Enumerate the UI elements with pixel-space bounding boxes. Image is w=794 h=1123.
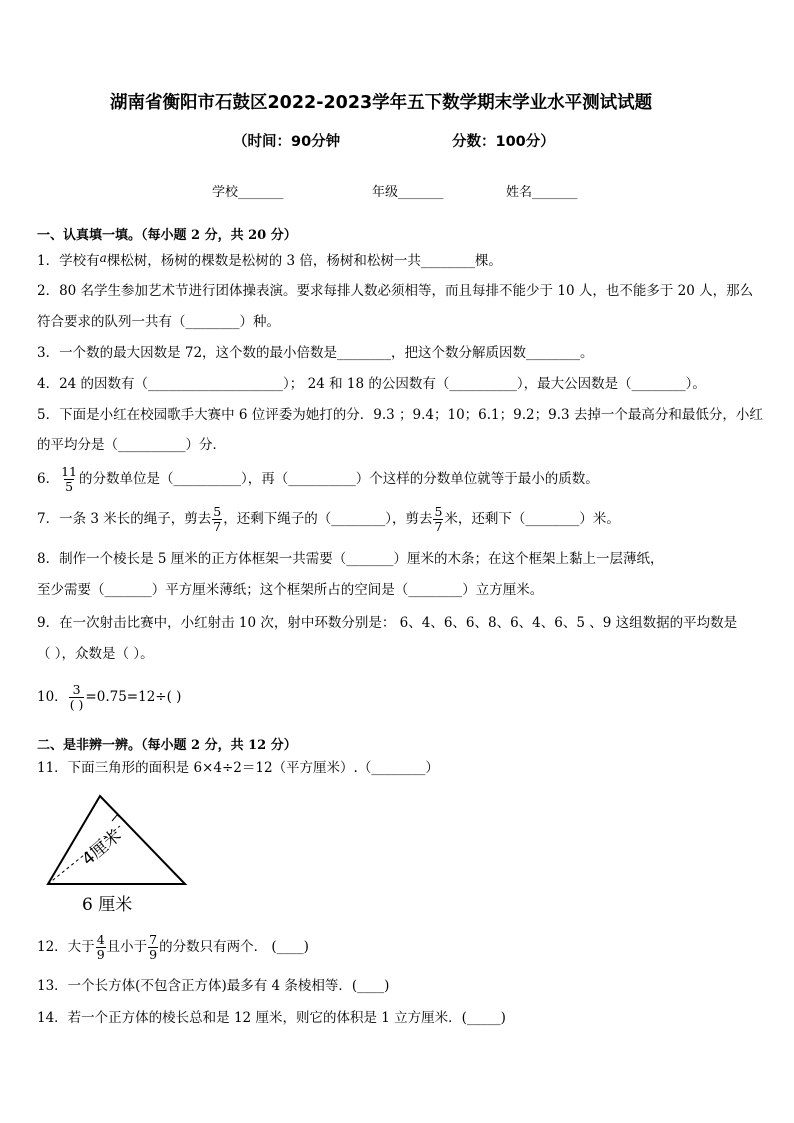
q7-fraction-2-denominator: 7 bbox=[434, 519, 443, 534]
q1-text-b: 棵松树，杨树的棵数是松树的 3 倍，杨树和松树一共________棵。 bbox=[106, 253, 502, 269]
q7-fraction-1-numerator: 5 bbox=[213, 504, 222, 519]
q6-fraction bbox=[60, 465, 78, 494]
q12-fraction-1-denominator: 9 bbox=[96, 947, 105, 962]
q12-text-c: 的分数只有两个． (____) bbox=[159, 939, 309, 955]
name-field: 姓名_______ bbox=[506, 185, 578, 200]
triangle-figure bbox=[40, 790, 195, 920]
q10-fraction-denominator: ( ) bbox=[69, 697, 84, 712]
q7-fraction-1 bbox=[212, 505, 222, 534]
q7-fraction-1-denominator: 7 bbox=[213, 519, 222, 534]
q1-variable: a bbox=[99, 251, 107, 265]
question-4: 4．24 的因数有（____________________）； 24 和 18 的公因数有（__________），最大公因数是（________）。 bbox=[37, 376, 706, 392]
total-score: 分数：100分） bbox=[452, 134, 555, 150]
question-5-line-1: 5．下面是小红在校园歌手大赛中 6 位评委为她打的分．9.3 ；9.4；10；6.1；9.2；9.3 去掉一个最高分和最低分，小红 bbox=[37, 407, 763, 423]
page-title: 湖南省衡阳市石鼓区2022-2023学年五下数学期末学业水平测试试题 bbox=[110, 93, 653, 113]
question-2-line-2: 符合要求的队列一共有（________）种。 bbox=[37, 314, 280, 330]
question-11: 11．下面三角形的面积是 6×4÷2＝12（平方厘米）.（________） bbox=[37, 760, 439, 776]
question-1 bbox=[37, 249, 502, 270]
q12-fraction-1 bbox=[96, 933, 106, 962]
time-limit: （时间：90分钟 bbox=[233, 134, 341, 150]
q12-fraction-1-numerator: 4 bbox=[96, 932, 105, 947]
q1-text-a: 1．学校有 bbox=[37, 253, 100, 269]
question-8-line-1: 8．制作一个棱长是 5 厘米的正方体框架一共需要（_______）厘米的木条；在这个框架上黏上一层薄纸， bbox=[37, 551, 664, 567]
question-2-line-1: 2．80 名学生参加艺术节进行团体操表演。要求每排人数必须相等，而且每排不能少于 10 人，也不能多于 20 人，那么 bbox=[37, 283, 754, 299]
q10-number: 10． bbox=[37, 689, 68, 705]
q6-fraction-denominator: 5 bbox=[65, 479, 74, 494]
question-9-line-1: 9．在一次射击比赛中，小红射击 10 次，射中环数分别是： 6、4、6、6、8、6、4、6、5 、9 这组数据的平均数是 bbox=[37, 615, 738, 631]
question-14: 14．若一个正方体的棱长总和是 12 厘米，则它的体积是 1 立方厘米．(_____) bbox=[37, 1010, 506, 1026]
q12-fraction-2-denominator: 9 bbox=[149, 947, 158, 962]
question-8-line-2: 至少需要（_______）平方厘米薄纸；这个框架所占的空间是（________）立方厘米。 bbox=[37, 582, 544, 598]
q6-fraction-numerator: 11 bbox=[61, 464, 77, 479]
grade-field: 年级_______ bbox=[372, 185, 444, 200]
q12-fraction-2-numerator: 7 bbox=[149, 932, 158, 947]
q7-fraction-2-numerator: 5 bbox=[434, 504, 443, 519]
right-angle-mark bbox=[112, 815, 125, 821]
question-7 bbox=[37, 505, 620, 534]
q6-number: 6． bbox=[37, 471, 60, 487]
q12-text-b: 且小于 bbox=[106, 939, 148, 955]
triangle-base-label: 6 厘米 bbox=[82, 895, 133, 915]
q7-fraction-2 bbox=[433, 505, 443, 534]
question-3: 3．一个数的最大因数是 72，这个数的最小倍数是________，把这个数分解质因数________。 bbox=[37, 345, 594, 361]
q7-text-b: ，还剩下绳子的（________），剪去 bbox=[223, 511, 433, 527]
question-13: 13．一个长方体(不包含正方体)最多有 4 条棱相等．(____) bbox=[37, 978, 390, 994]
section-2-heading: 二、是非辨一辨。（每小题 2 分，共 12 分） bbox=[37, 738, 297, 753]
triangle-height-label: 4厘米 bbox=[78, 825, 126, 870]
q7-text-a: 7．一条 3 米长的绳子，剪去 bbox=[37, 511, 212, 527]
q10-fraction-numerator: 3 bbox=[72, 682, 81, 697]
q6-text: 的分数单位是（__________），再（__________）个这样的分数单位就等于最小的质数。 bbox=[79, 471, 599, 487]
q10-fraction bbox=[69, 683, 85, 712]
question-9-line-2: （ ），众数是（ ）。 bbox=[37, 646, 154, 662]
question-5-line-2: 的平均分是（__________）分． bbox=[37, 437, 226, 453]
question-10 bbox=[37, 683, 181, 712]
question-6 bbox=[37, 465, 599, 494]
section-1-heading: 一、认真填一填。（每小题 2 分，共 20 分） bbox=[37, 228, 297, 243]
question-12 bbox=[37, 933, 309, 962]
q12-text-a: 12．大于 bbox=[37, 939, 95, 955]
q10-text: =0.75=12÷( ) bbox=[85, 689, 182, 705]
q7-text-c: 米，还剩下（________）米。 bbox=[444, 511, 620, 527]
school-field: 学校_______ bbox=[212, 185, 284, 200]
q12-fraction-2 bbox=[148, 933, 158, 962]
